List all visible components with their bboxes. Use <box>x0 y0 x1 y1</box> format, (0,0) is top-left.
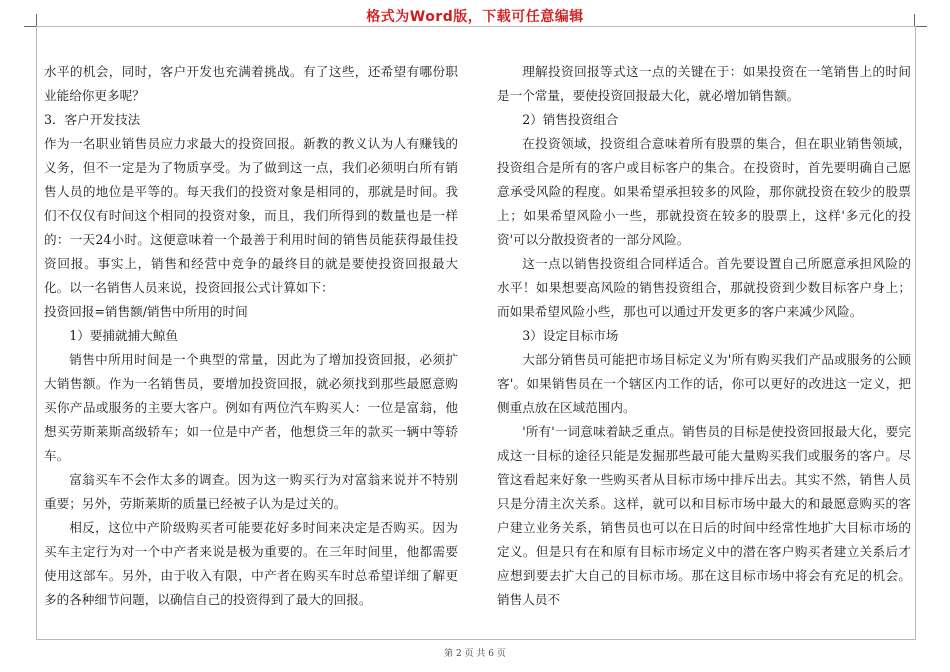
paragraph: 销售中所用时间是一个典型的常量，因此为了增加投资回报，必须扩大销售额。作为一名销售员，要增加投资回报，就必须找到那些最愿意购买你产品或服务的主要大客户。例如有两位汽车购买人：一位是富翁，他想买劳斯莱斯高级轿车；如一位是中产者，他想贷三年的款买一辆中等轿车。 <box>44 352 458 463</box>
paragraph: 1）要捕就捕大鲸鱼 <box>69 328 178 343</box>
paragraph: 3．客户开发技法 <box>44 112 141 127</box>
paragraph: 作为一名职业销售员应力求最大的投资回报。新教的教义认为人有赚钱的义务，但不一定是为了物质享受。为了做到这一点，我们必须明白所有销售人员的地位是平等的。每天我们的投资对象是相同的，那就是时间。我们不仅仅有时间这个相同的投资对象，而且，我们所得到的数量也是一样的：一天24小时。这便意味着一个最善于利用时间的销售员能获得最佳投资回报。事实上，销售和经营中竞争的最终目的就是要使投资回报最大化。以一名销售人员来说，投资回报公式计算如下： <box>44 136 458 295</box>
paragraph: 2）销售投资组合 <box>522 112 619 127</box>
paragraph: 3）设定目标市场 <box>522 328 619 343</box>
left-column <box>44 60 458 612</box>
paragraph: 相反，这位中产阶级购买者可能要花好多时间来决定是否购买。因为买车主定行为对一个中产者来说是极为重要的。在三年时间里，他都需要使用这部车。另外，由于收入有限，中产者在购买车时总希望详细了解更多的各种细节问题，以确信自己的投资得到了最大的回报。 <box>44 520 458 607</box>
paragraph: 投资回报=销售额/销售中所用的时间 <box>44 304 248 319</box>
paragraph: 理解投资回报等式这一点的关键在于：如果投资在一笔销售上的时间是一个常量，要使投资回报最大化，就必增加销售额。 <box>497 64 911 103</box>
paragraph: 大部分销售员可能把市场目标定义为'所有购买我们产品或服务的公顾客'。如果销售员在一个辖区内工作的话，你可以更好的改进这一定义，把侧重点放在区域范围内。 <box>497 352 911 415</box>
paragraph: '所有'一词意味着缺乏重点。销售员的目标是使投资回报最大化，要完成这一目标的途径只能是发掘那些最可能大量购买我们或服务的客户。尽管这看起来好象一些购买者从目标市场中排斥出去。其实不然，销售人员只是分清主次关系。这样，就可以和目标市场中最大的和最愿意购买的客户建立业务关系，销售员也可以在日后的时间中经常性地扩大目标市场的定义。但是只有在和原有目标市场定义中的潜在客户购买者建立关系后才应想到要去扩大自己的目标市场。那在这目标市场中将会有充足的机会。销售人员不 <box>497 424 911 607</box>
right-column <box>497 60 911 612</box>
paragraph: 在投资领域，投资组合意味着所有股票的集合，但在职业销售领域，投资组合是所有的客户或目标客户的集合。在投资时，首先要明确自己愿意承受风险的程度。如果希望承担较多的风险，那你就投资在较少的股票上；如果希望风险小一些，那就投资在较多的股票上，这样'多元化的投资'可以分散投资者的一部分风险。 <box>497 136 911 247</box>
paragraph: 这一点以销售投资组合同样适合。首先要设置自己所愿意承担风险的水平！如果想要高风险的销售投资组合，那就投资到少数目标客户身上；而如果希望风险小些，那也可以通过开发更多的客户来减少风险。 <box>497 256 911 319</box>
paragraph: 水平的机会，同时，客户开发也充满着挑战。有了这些，还希望有哪份职业能给你更多呢？ <box>44 64 458 103</box>
document-banner: 格式为Word版，下载可任意编辑 <box>366 9 584 25</box>
page-number: 第 2 页 共 6 页 <box>444 649 506 659</box>
paragraph: 富翁买车不会作太多的调查。因为这一购买行为对富翁来说并不特别重要；另外，劳斯莱斯的质量已经被子认为是过关的。 <box>44 472 458 511</box>
